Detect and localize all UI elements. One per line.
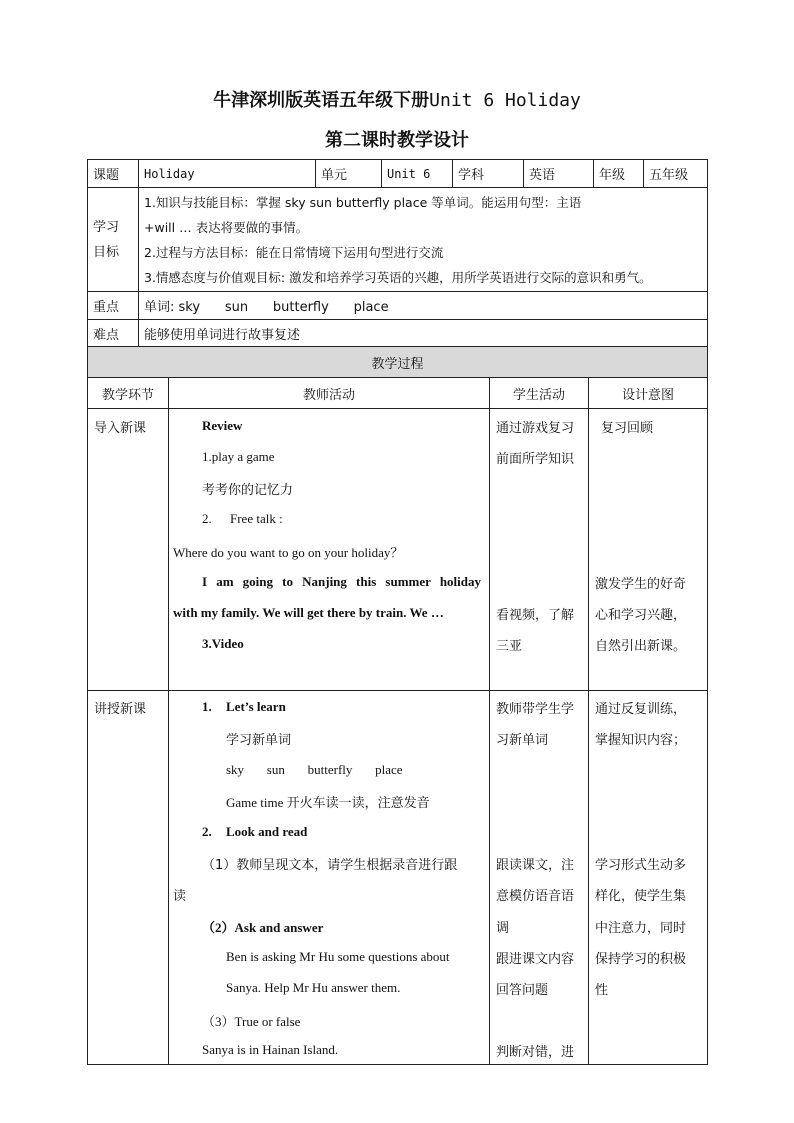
col-student-header: 学生活动 [490, 378, 589, 409]
col-intent-header: 设计意图 [589, 378, 708, 409]
intent-line: 激发学生的好奇 [595, 577, 687, 592]
grade-label: 年级 [594, 160, 644, 188]
difficult-value: 能够使用单词进行故事复述 [139, 320, 708, 347]
section1-row [88, 409, 169, 691]
intent-line: 中注意力，同时 [595, 921, 687, 936]
key-value: 单词: sky sun butterfly place [139, 292, 708, 320]
col-stage-header: 教学环节 [88, 378, 169, 409]
teacher-line: （2）Ask and answer [202, 920, 324, 935]
teacher-line: 考考你的记忆力 [202, 483, 294, 498]
difficult-label: 难点 [88, 320, 139, 347]
student-line: 回答问题 [496, 983, 549, 998]
goals-label-1: 学习 [93, 219, 120, 235]
key-label: 重点 [88, 292, 139, 320]
teacher-line: Ben is asking Mr Hu some questions about [226, 949, 450, 964]
teacher-line-number: 2. [202, 824, 212, 839]
section2-stage: 讲授新课 [94, 702, 147, 717]
goal-line: 3.情感态度与价值观目标: 激发和培养学习英语的兴趣，用所学英语进行交际的意识和勇气。 [144, 269, 652, 285]
teacher-line: Where do you want to go on your holiday？ [173, 545, 404, 560]
student-line: 教师带学生学 [496, 702, 575, 717]
topic-label: 课题 [88, 160, 139, 188]
student-line: 前面所学知识 [496, 452, 575, 467]
student-line: 调 [496, 921, 510, 936]
goals-content [139, 188, 708, 292]
student-line: 通过游戏复习 [496, 421, 575, 436]
intent-line: 保持学习的积极 [595, 952, 687, 967]
student-line: 跟读课文，注 [496, 858, 575, 873]
title-cn: 牛津深圳版英语五年级下册 [213, 90, 430, 111]
teacher-line: with my family. We will get there by train. We … [173, 605, 444, 620]
teacher-line: （1）教师呈现文本，请学生根据录音进行跟 [202, 858, 458, 873]
goals-label [88, 188, 139, 292]
teacher-line: Sanya is in Hainan Island. [202, 1042, 339, 1057]
intent-line: 自然引出新课。 [595, 639, 687, 654]
intent-line: 通过反复训练， [595, 702, 687, 717]
teacher-line: Let’s learn [226, 699, 286, 714]
teacher-line: Sanya. Help Mr Hu answer them. [226, 980, 401, 995]
teacher-line: Look and read [226, 824, 308, 839]
teacher-line: I am going to Nanjing this summer holiday [202, 574, 481, 589]
student-line: 判断对错，进 [496, 1045, 575, 1060]
teacher-line-number: 1. [202, 699, 212, 714]
teacher-line: Free talk : [230, 511, 283, 526]
intent-line: 样化，使学生集 [595, 889, 687, 904]
intent-line: 复习回顾 [601, 421, 654, 436]
intent-line: 掌握知识内容； [595, 733, 687, 748]
student-line: 习新单词 [496, 733, 549, 748]
teacher-line: 1.play a game [202, 449, 275, 464]
teacher-line: 3.Video [202, 636, 244, 651]
subject-label: 学科 [453, 160, 524, 188]
goal-line: 1.知识与技能目标：掌握 sky sun butterfly place 等单词。能运用句型：主语 [144, 194, 582, 210]
goal-line: +will … 表达将要做的事情。 [144, 219, 309, 235]
teacher-line: 读 [173, 889, 187, 904]
goals-label-2: 目标 [93, 244, 120, 260]
process-header: 教学过程 [88, 347, 708, 378]
info-table [87, 159, 708, 347]
section2-row [88, 691, 169, 1065]
document-title [0, 86, 794, 112]
teacher-line: Review [202, 418, 243, 433]
teacher-line: sky sun butterfly place [226, 762, 403, 777]
intent-line: 性 [595, 983, 609, 998]
grade-value: 五年级 [644, 160, 708, 188]
student-line: 跟进课文内容 [496, 952, 575, 967]
teacher-line: （3）True or false [202, 1014, 301, 1029]
student-line: 三亚 [496, 639, 523, 654]
teacher-line: Game time 开火车读一读，注意发音 [226, 795, 430, 810]
intent-line: 心和学习兴趣， [595, 608, 687, 623]
document-subtitle: 第二课时教学设计 [325, 130, 469, 151]
student-line: 看视频，了解 [496, 608, 575, 623]
teacher-line-number: 2. [202, 511, 212, 526]
unit-label: 单元 [316, 160, 382, 188]
col-teacher-header: 教师活动 [169, 378, 490, 409]
subject-value: 英语 [524, 160, 594, 188]
unit-value: Unit 6 [382, 160, 453, 188]
intent-line: 学习形式生动多 [595, 858, 687, 873]
student-line: 意模仿语音语 [496, 889, 575, 904]
goal-line: 2.过程与方法目标：能在日常情境下运用句型进行交流 [144, 244, 444, 260]
teacher-line: 学习新单词 [226, 733, 292, 748]
topic-value: Holiday [139, 160, 316, 188]
title-unit: Unit 6 Holiday [429, 90, 581, 111]
section1-stage: 导入新课 [94, 421, 147, 436]
